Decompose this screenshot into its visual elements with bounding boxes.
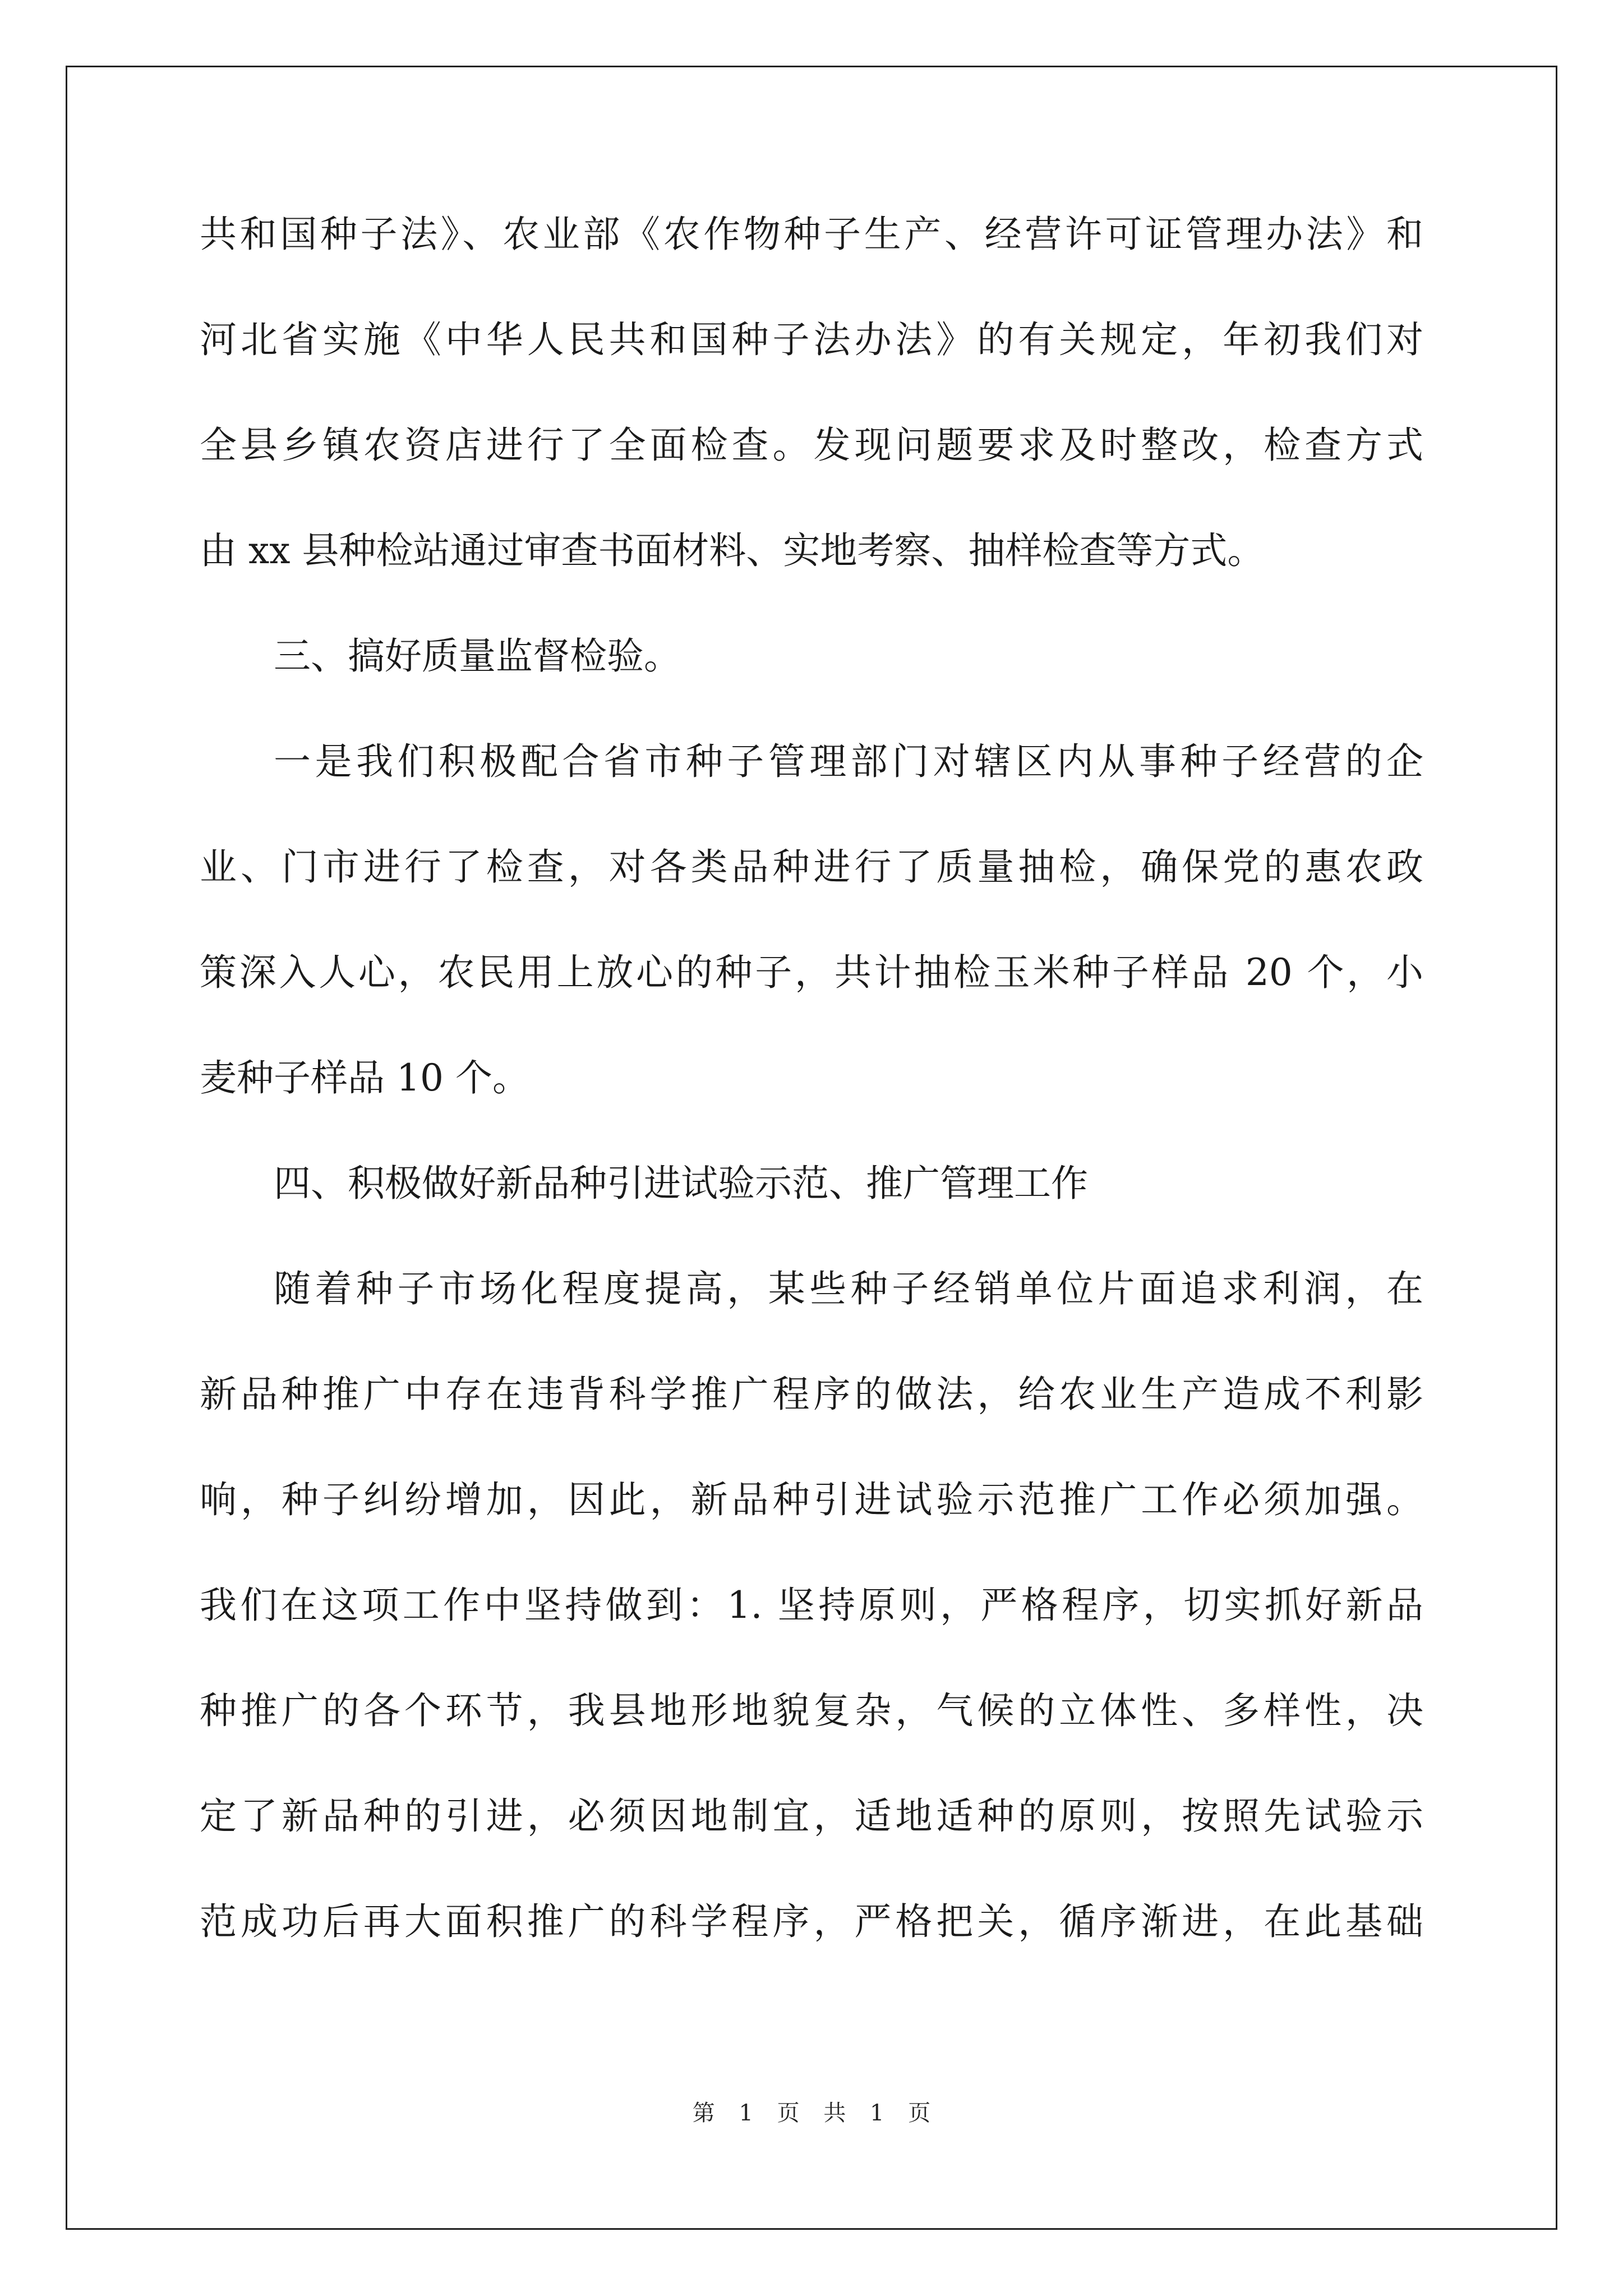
text-line: 随着种子市场化程度提高，某些种子经销单位片面追求利润，在 [274, 1267, 1423, 1310]
text-line: 范成功后再大面积推广的科学程序，严格把关，循序渐进，在此基础 [200, 1900, 1423, 1943]
text-line: 新品种推广中存在违背科学推广程序的做法，给农业生产造成不利影 [200, 1373, 1423, 1416]
text-line: 我们在这项工作中坚持做到：1. 坚持原则，严格程序，切实抓好新品 [200, 1584, 1423, 1627]
text-line: 响，种子纠纷增加，因此，新品种引进试验示范推广工作必须加强。 [200, 1478, 1423, 1521]
text-line: 业、门市进行了检查，对各类品种进行了质量抽检，确保党的惠农政 [200, 845, 1423, 889]
text-line: 一是我们积极配合省市种子管理部门对辖区内从事种子经营的企 [274, 740, 1423, 783]
section-heading: 三、搞好质量监督检验。 [274, 634, 681, 678]
text-line: 种推广的各个环节，我县地形地貌复杂，气候的立体性、多样性，决 [200, 1689, 1423, 1732]
text-line: 策深入人心，农民用上放心的种子，共计抽检玉米种子样品 20 个，小 [200, 951, 1423, 994]
section-heading: 四、积极做好新品种引进试验示范、推广管理工作 [274, 1162, 1088, 1205]
text-line: 由 xx 县种检站通过审查书面材料、实地考察、抽样检查等方式。 [200, 529, 1265, 572]
text-line: 共和国种子法》、农业部《农作物种子生产、经营许可证管理办法》和 [200, 213, 1423, 256]
page-footer: 第 1 页 共 1 页 [692, 2100, 931, 2126]
text-line: 定了新品种的引进，必须因地制宜，适地适种的原则，按照先试验示 [200, 1795, 1423, 1838]
text-line: 全县乡镇农资店进行了全面检查。发现问题要求及时整改，检查方式 [200, 424, 1423, 467]
text-line: 麦种子样品 10 个。 [200, 1056, 529, 1099]
text-line: 河北省实施《中华人民共和国种子法办法》的有关规定，年初我们对 [200, 318, 1423, 361]
